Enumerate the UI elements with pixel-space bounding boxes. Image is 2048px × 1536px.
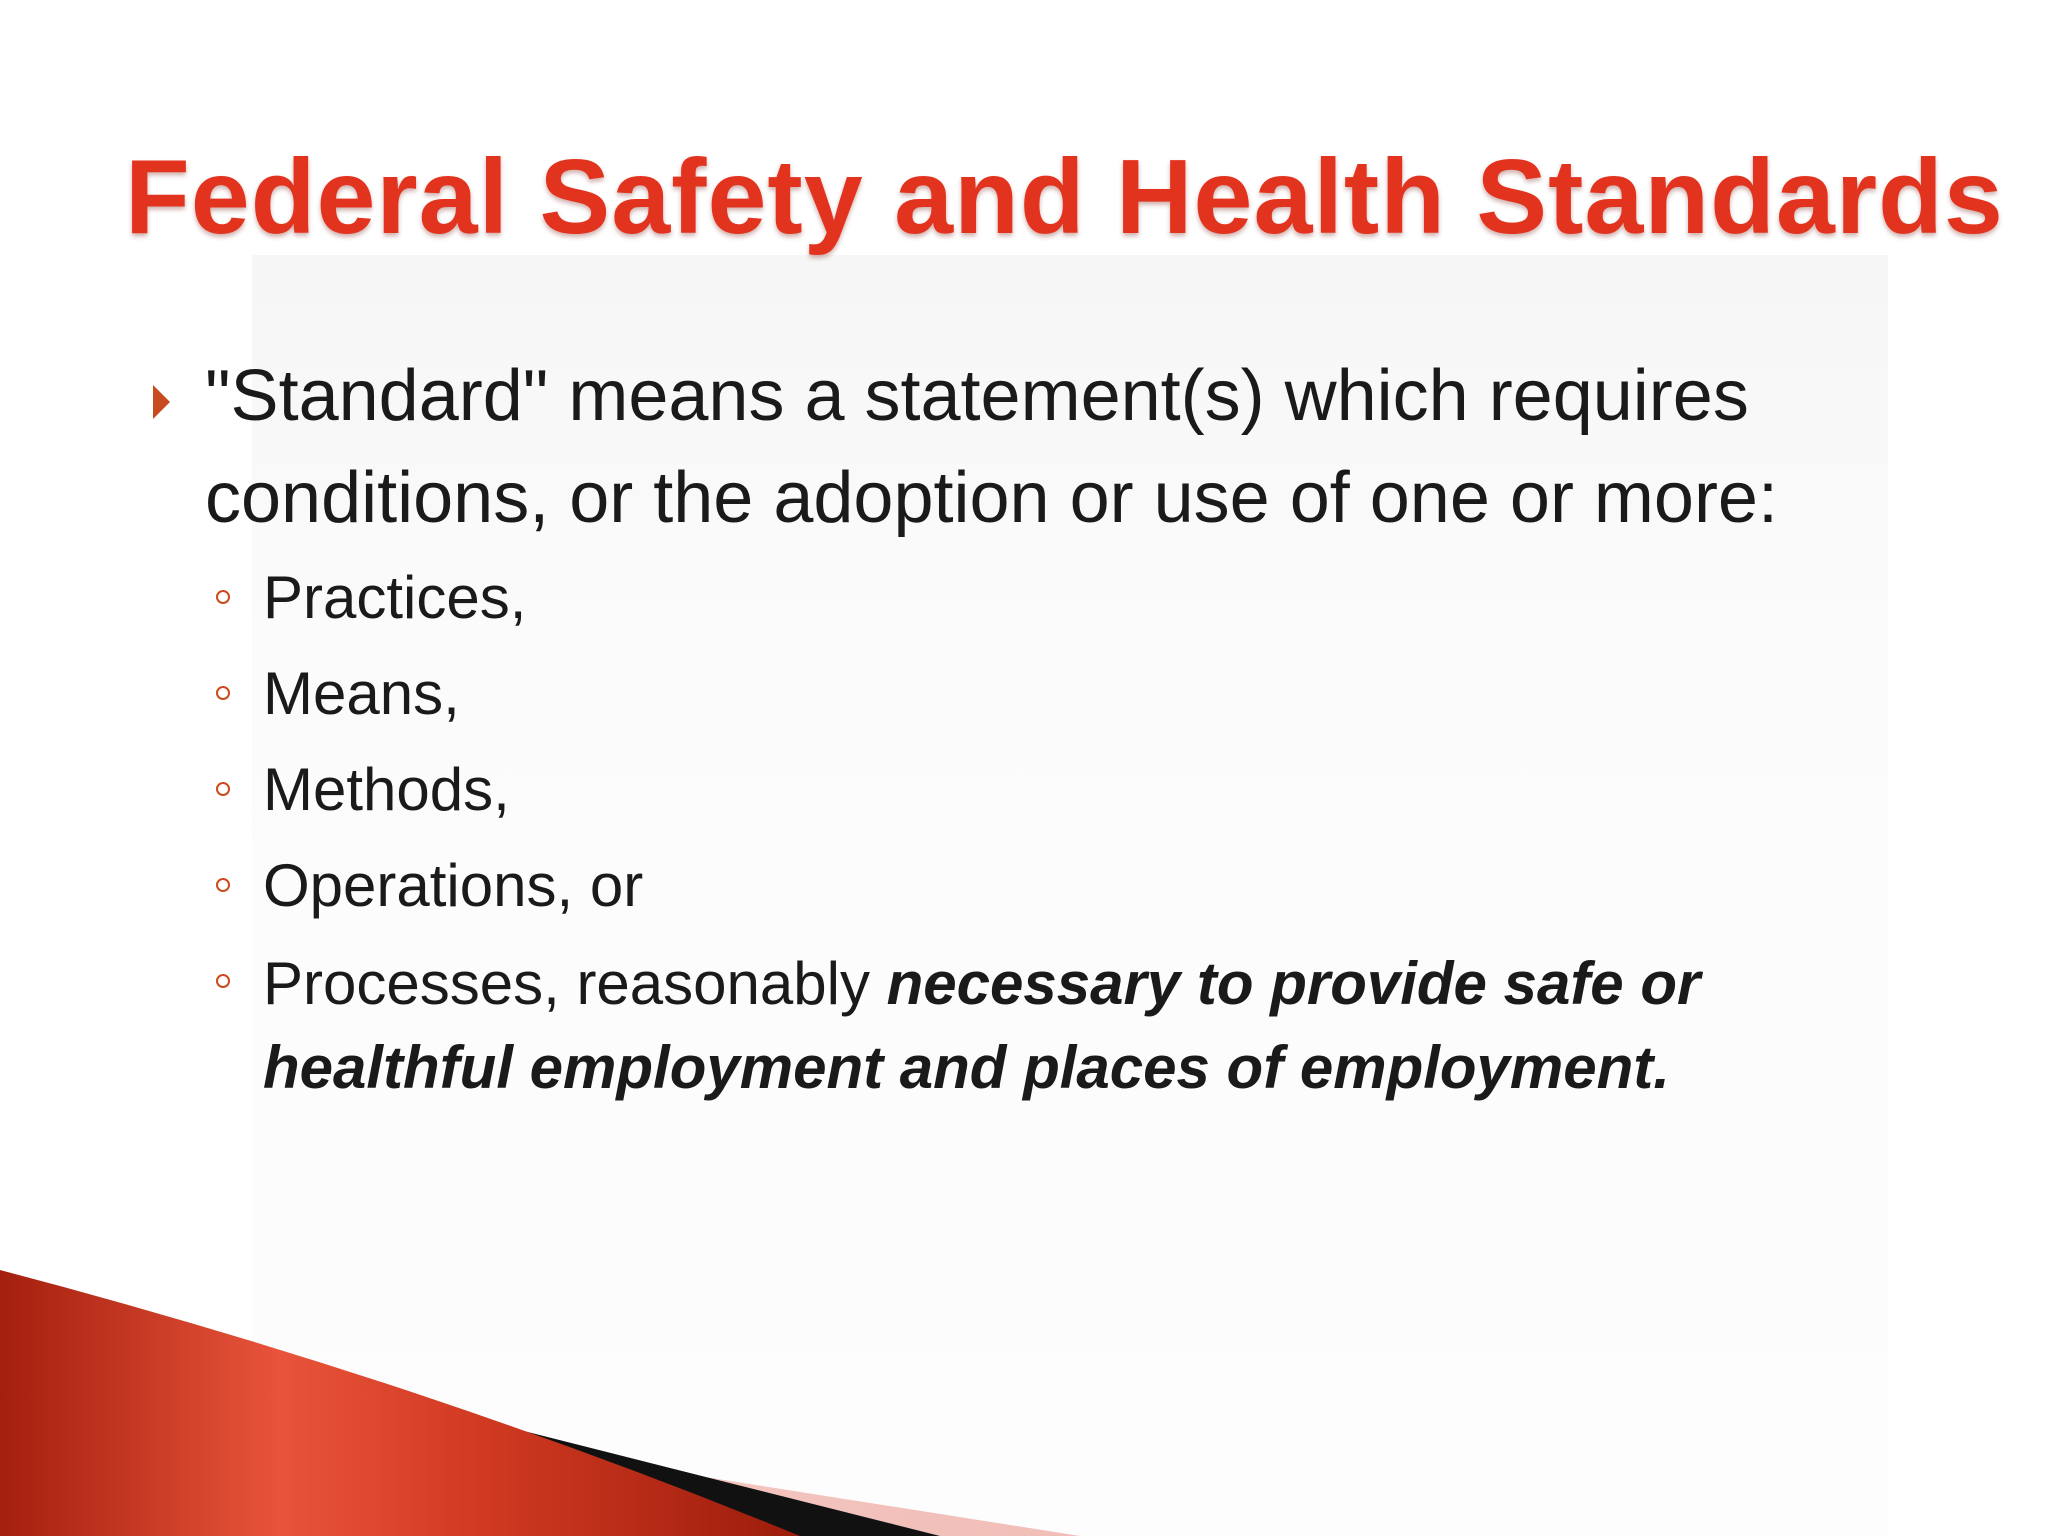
- triangle-right-icon: [153, 385, 170, 419]
- swoosh-red: [0, 1270, 800, 1536]
- sub-bullet-text: Methods,: [263, 756, 510, 823]
- bullet-item: [205, 345, 1905, 549]
- sub-bullet-item: [263, 942, 1863, 1110]
- hollow-circle-icon: [216, 590, 230, 604]
- sub-bullet-text: Practices,: [263, 564, 527, 631]
- sub-bullet-item: [263, 750, 1863, 830]
- sub-bullet-item: [263, 558, 1863, 638]
- sub-bullet-text: Means,: [263, 660, 460, 727]
- hollow-circle-icon: [216, 686, 230, 700]
- hollow-circle-icon: [216, 878, 230, 892]
- sub-bullet-text: Operations, or: [263, 852, 644, 919]
- sub-bullet-item: [263, 846, 1863, 926]
- sub-bullet-item: [263, 654, 1863, 734]
- hollow-circle-icon: [216, 782, 230, 796]
- emphasis-text: necessary to provide safe or healthful employment and places of employment.: [263, 950, 1701, 1101]
- sub-bullet-text: Processes, reasonably: [263, 950, 887, 1017]
- hollow-circle-icon: [216, 974, 230, 988]
- bullet-text: "Standard" means a statement(s) which requires conditions, or the adoption or use of one or more:: [205, 356, 1778, 538]
- slide-title: Federal Safety and Health Standards: [125, 138, 2004, 256]
- decorative-swoosh: [0, 1270, 2048, 1536]
